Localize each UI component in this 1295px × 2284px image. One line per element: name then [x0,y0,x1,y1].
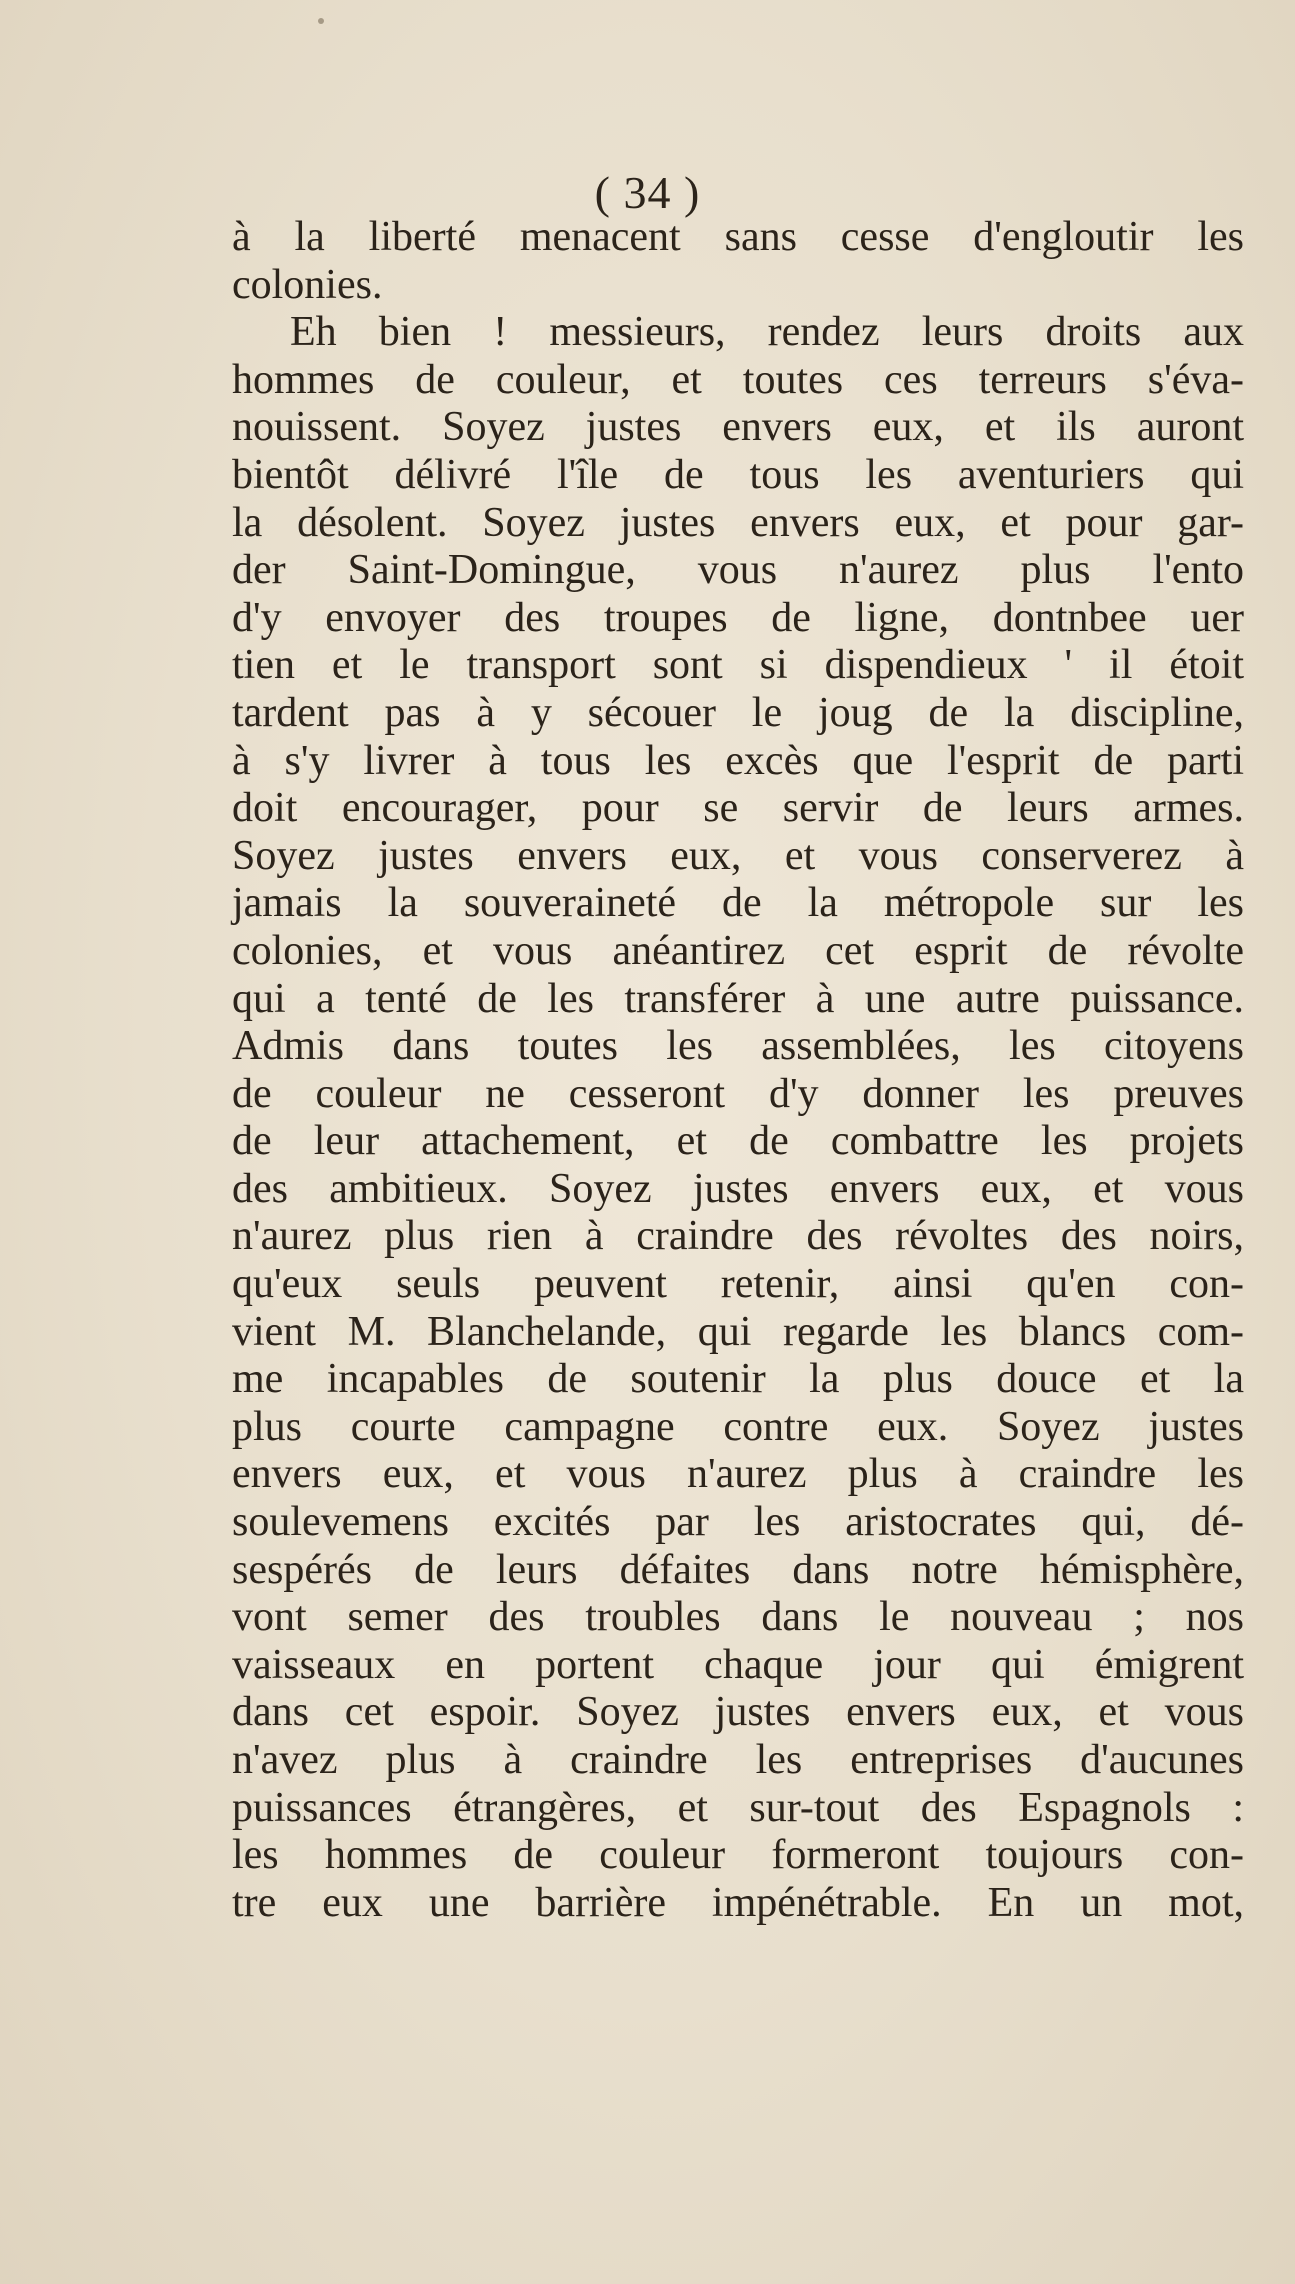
text-line: colonies. [232,261,383,308]
text-line: sespérés de leurs défaites dans notre hémisphère, [232,1546,1244,1593]
text-line: soulevemens excités par les aristocrates qui, dé- [232,1499,1244,1546]
text-line: n'aurez plus rien à craindre des révoltes des noirs, [232,1213,1244,1260]
text-line: envers eux, et vous n'aurez plus à craindre les [232,1451,1244,1498]
text-line: les hommes de couleur formeront toujours con- [232,1832,1244,1879]
text-line: vient M. Blanchelande, qui regarde les blancs com- [232,1308,1244,1355]
body-text [232,214,1244,1927]
text-line: Admis dans toutes les assemblées, les citoyens [232,1023,1244,1070]
text-line: de leur attachement, et de combattre les projets [232,1118,1244,1165]
text-line: vont semer des troubles dans le nouveau ; nos [232,1594,1244,1641]
text-line: Eh bien ! messieurs, rendez leurs droits aux [290,309,1244,356]
text-line: me incapables de soutenir la plus douce et la [232,1356,1244,1403]
text-line: n'avez plus à craindre les entreprises d'aucunes [232,1737,1244,1783]
text-line: d'y envoyer des troupes de ligne, dontnbee uer [232,594,1244,641]
text-line: puissances étrangères, et sur-tout des Espagnols : [232,1784,1244,1831]
text-line: tre eux une barrière impénétrable. En un mot, [232,1879,1244,1926]
text-line: tien et le transport sont si dispendieux ' il étoit [232,642,1244,689]
ink-spot [318,18,324,24]
text-line: vaisseaux en portent chaque jour qui émigrent [232,1641,1244,1688]
text-line: à s'y livrer à tous les excès que l'esprit de parti [232,737,1244,784]
text-line: des ambitieux. Soyez justes envers eux, et vous [232,1165,1244,1212]
text-line: qu'eux seuls peuvent retenir, ainsi qu'en con- [232,1261,1244,1308]
text-line: doit encourager, pour se servir de leurs armes. [232,785,1244,832]
text-line: la désolent. Soyez justes envers eux, et pour gar- [232,499,1244,546]
text-line: colonies, et vous anéantirez cet esprit de révolte [232,927,1244,974]
text-line: plus courte campagne contre eux. Soyez justes [232,1403,1244,1450]
text-line: hommes de couleur, et toutes ces terreurs s'éva- [232,356,1244,403]
text-line: jamais la souveraineté de la métropole sur les [232,880,1244,927]
text-line: Soyez justes envers eux, et vous conserverez à [232,832,1244,879]
text-line: nouissent. Soyez justes envers eux, et ils auront [232,404,1244,451]
text-line: qui a tenté de les transférer à une autre puissance. [232,975,1244,1022]
text-line: à la liberté menacent sans cesse d'engloutir les [232,214,1244,260]
text-line: tardent pas à y sécouer le joug de la discipline, [232,689,1244,736]
text-line: dans cet espoir. Soyez justes envers eux, et vous [232,1689,1244,1736]
text-line: der Saint-Domingue, vous n'aurez plus l'ento [232,547,1244,594]
text-line: bientôt délivré l'île de tous les aventuriers qui [232,451,1244,498]
text-line: de couleur ne cesseront d'y donner les preuves [232,1070,1244,1117]
page-number-header: ( 34 ) [594,167,701,218]
